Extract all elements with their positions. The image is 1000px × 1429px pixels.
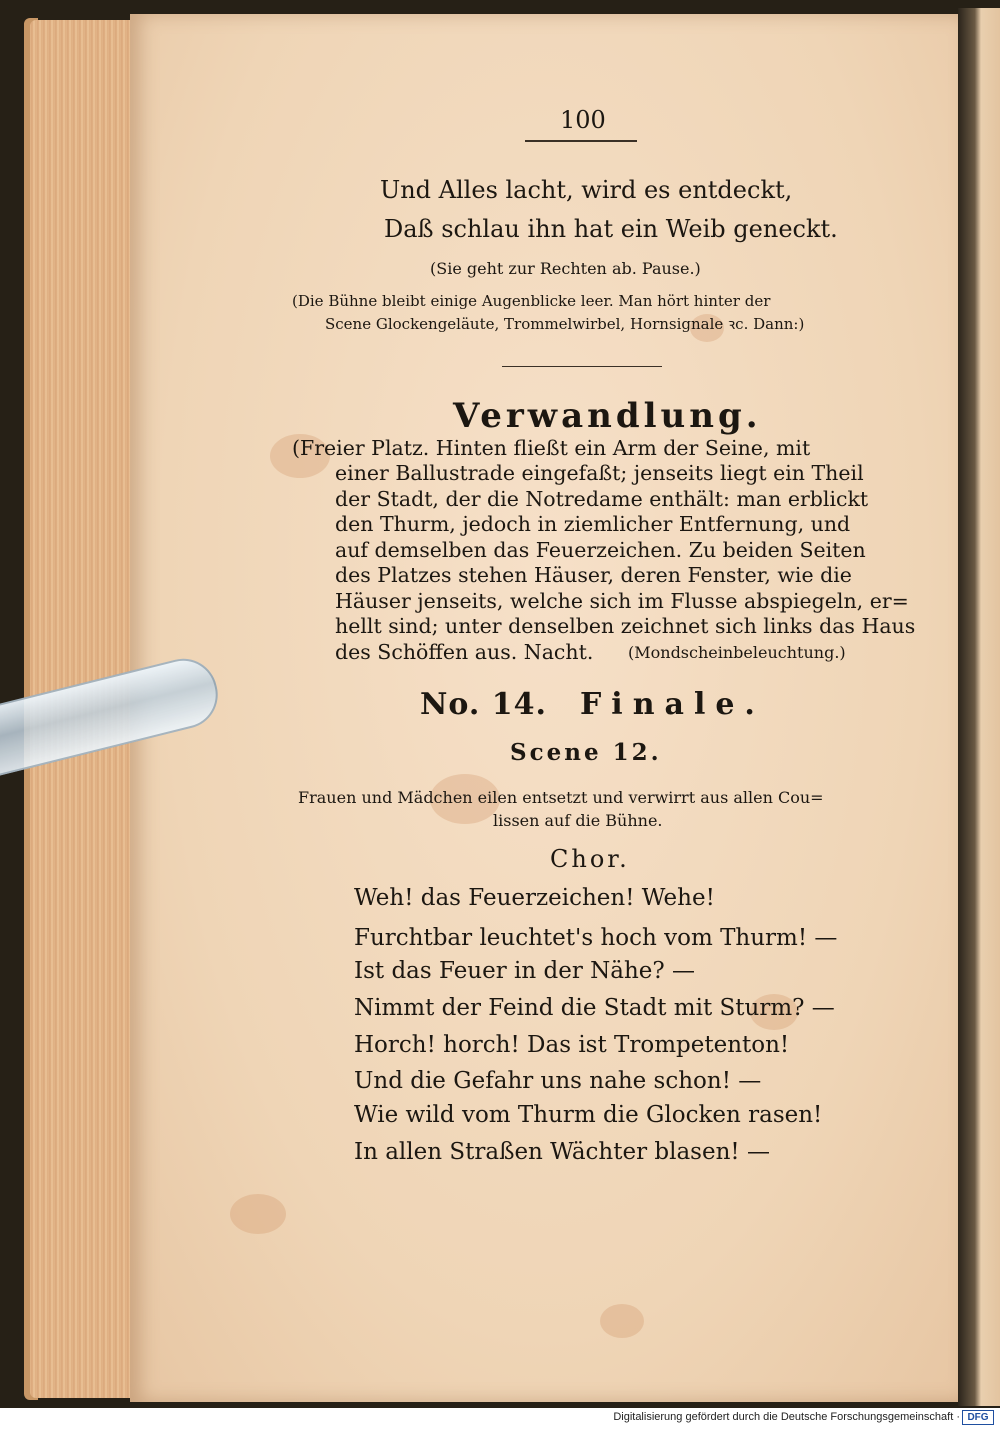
stage-direction-line: (Die Bühne bleibt einige Augenblicke leer. Man hört hinter der — [292, 292, 771, 310]
scene-change-heading: Verwandlung. — [453, 396, 762, 436]
verse-line: Daß schlau ihn hat ein Weib geneckt. — [384, 215, 838, 243]
scene-title: Scene 12. — [510, 739, 662, 766]
chorus-line: Ist das Feuer in der Nähe? — — [354, 958, 696, 984]
stage-direction-line: Scene Glockengeläute, Trommelwirbel, Hornsignale ꝛc. Dann:) — [325, 315, 805, 333]
chorus-line: In allen Straßen Wächter blasen! — — [354, 1139, 770, 1165]
description-line: auf demselben das Feuerzeichen. Zu beiden Seiten — [335, 538, 866, 562]
description-line: des Platzes stehen Häuser, deren Fenster, wie die — [335, 563, 852, 587]
description-line: den Thurm, jedoch in ziemlicher Entfernung, und — [335, 512, 851, 536]
chorus-line: Furchtbar leuchtet's hoch vom Thurm! — — [354, 925, 838, 951]
foxing-spot — [600, 1304, 644, 1338]
description-line: hellt sind; unter denselben zeichnet sich links das Haus — [335, 614, 916, 638]
verse-line: Und Alles lacht, wird es entdeckt, — [380, 176, 793, 204]
section-divider — [502, 366, 662, 367]
chorus-label: Chor. — [550, 845, 630, 873]
finale-title: Finale. — [580, 687, 765, 722]
foxing-spot — [230, 1194, 286, 1234]
footer-credit: Digitalisierung gefördert durch die Deutsche Forschungsgemeinschaft · — [613, 1411, 960, 1423]
page-number: 100 — [560, 106, 606, 134]
chorus-line: Horch! horch! Das ist Trompetenton! — [354, 1032, 790, 1058]
number-label: No. 14. — [420, 687, 547, 722]
chorus-line: Wie wild vom Thurm die Glocken rasen! — [354, 1102, 823, 1128]
scene-direction-line: Frauen und Mädchen eilen entsetzt und verwirrt aus allen Cou= — [298, 788, 824, 807]
scene-direction-line: lissen auf die Bühne. — [493, 811, 663, 830]
chorus-line: Weh! das Feuerzeichen! Wehe! — [354, 885, 715, 911]
stage-direction-exit: (Sie geht zur Rechten ab. Pause.) — [430, 259, 701, 278]
chorus-line: Und die Gefahr uns nahe schon! — — [354, 1068, 762, 1094]
dfg-logo: DFG — [962, 1410, 994, 1425]
page-number-rule — [525, 140, 637, 142]
chorus-line: Nimmt der Feind die Stadt mit Sturm? — — [354, 995, 835, 1021]
description-line: des Schöffen aus. Nacht. — [335, 640, 594, 664]
next-page-edge — [958, 8, 1000, 1406]
description-line: Häuser jenseits, welche sich im Flusse abspiegeln, er= — [335, 589, 909, 613]
description-line: einer Ballustrade eingefaßt; jenseits liegt ein Theil — [335, 461, 864, 485]
description-tail: (Mondscheinbeleuchtung.) — [628, 643, 846, 662]
description-line: der Stadt, der die Notredame enthält: man erblickt — [335, 487, 869, 511]
description-line: (Freier Platz. Hinten fließt ein Arm der Seine, mit — [292, 436, 811, 460]
